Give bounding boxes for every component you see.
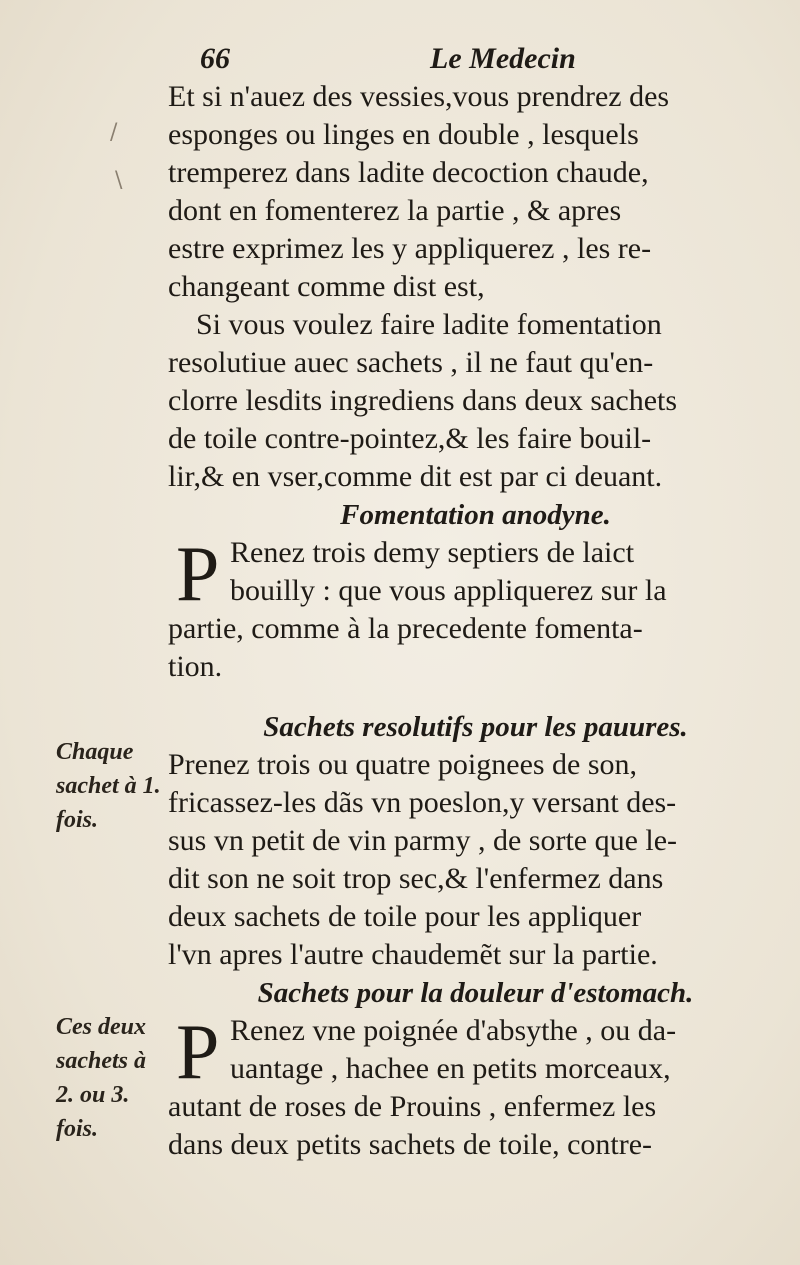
text-line: estre exprimez les y appliquerez , les re- bbox=[168, 232, 652, 265]
text-line: Renez vne poignée d'absythe , ou da- bbox=[230, 1014, 677, 1047]
margin-note bbox=[56, 735, 166, 837]
section-heading: Sachets pour la douleur d'estomach. bbox=[257, 977, 694, 1009]
margin-note-line: Ces deux bbox=[56, 1014, 146, 1040]
margin-note-line: fois. bbox=[56, 807, 98, 833]
text-line: tremperez dans ladite decoction chaude, bbox=[168, 156, 649, 189]
text-line: sus vn petit de vin parmy , de sorte que le- bbox=[168, 824, 678, 857]
page-number: 66 bbox=[200, 42, 230, 75]
margin-tick-mark: \ bbox=[115, 168, 123, 193]
drop-cap: P bbox=[176, 530, 220, 617]
margin-tick-mark: / bbox=[110, 120, 118, 145]
text-line: bouilly : que vous appliquerez sur la bbox=[230, 574, 667, 607]
text-line: clorre lesdits ingrediens dans deux sachets bbox=[168, 384, 678, 417]
drop-cap: P bbox=[176, 1008, 220, 1095]
running-title: Le Medecin bbox=[430, 42, 576, 75]
text-line: Prenez trois ou quatre poignees de son, bbox=[168, 748, 638, 781]
text-line: autant de roses de Prouins , enfermez les bbox=[168, 1090, 657, 1123]
text-line: Si vous voulez faire ladite fomentation bbox=[196, 308, 662, 341]
text-line: tion. bbox=[168, 650, 223, 683]
text-line: partie, comme à la precedente fomenta- bbox=[168, 612, 643, 645]
page-header bbox=[200, 42, 630, 82]
margin-note-line: fois. bbox=[56, 1116, 98, 1142]
margin-note-line: sachet à 1. bbox=[56, 773, 161, 799]
text-line: Renez trois demy septiers de laict bbox=[230, 536, 635, 569]
section-heading: Fomentation anodyne. bbox=[340, 499, 611, 531]
margin-note-line: Chaque bbox=[56, 739, 134, 765]
text-line: uantage , hachee en petits morceaux, bbox=[230, 1052, 671, 1085]
text-line: lir,& en vser,comme dit est par ci deuant. bbox=[168, 460, 663, 493]
margin-note bbox=[56, 1010, 166, 1146]
text-line: dit son ne soit trop sec,& l'enfermez dans bbox=[168, 862, 664, 895]
text-line: Et si n'auez des vessies,vous prendrez des bbox=[168, 80, 670, 113]
margin-note-line: sachets à bbox=[56, 1048, 146, 1074]
text-line: esponges ou linges en double , lesquels bbox=[168, 118, 639, 151]
text-line: dans deux petits sachets de toile, contre- bbox=[168, 1128, 653, 1161]
paragraph-with-drop-cap bbox=[168, 530, 783, 686]
section-heading: Sachets resolutifs pour les pauures. bbox=[263, 711, 688, 743]
text-line: resolutiue auec sachets , il ne faut qu'en- bbox=[168, 346, 654, 379]
text-line: l'vn apres l'autre chaudemẽt sur la partie. bbox=[168, 938, 658, 971]
text-line: de toile contre-pointez,& les faire bouil- bbox=[168, 422, 652, 455]
text-line: changeant comme dist est, bbox=[168, 270, 485, 303]
text-line: fricassez-les dãs vn poeslon,y versant des- bbox=[168, 786, 677, 819]
main-text bbox=[168, 78, 783, 1164]
text-line: dont en fomenterez la partie , & apres bbox=[168, 194, 622, 227]
margin-note-line: 2. ou 3. bbox=[56, 1082, 130, 1108]
text-line: deux sachets de toile pour les appliquer bbox=[168, 900, 642, 933]
paragraph-with-drop-cap bbox=[168, 1008, 783, 1164]
